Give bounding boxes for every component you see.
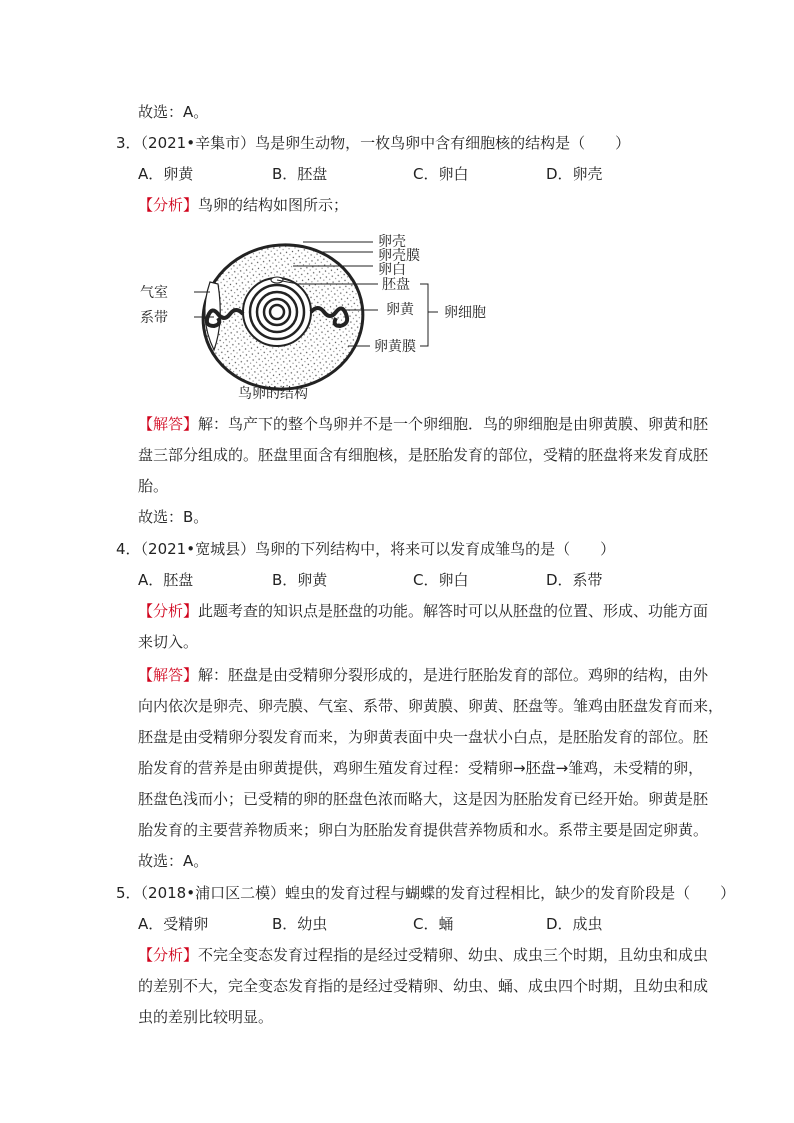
egg-structure-figure xyxy=(138,222,518,404)
solution-tag: 【解答】 xyxy=(138,415,199,433)
q3-option-c: C．卵白 xyxy=(413,165,469,183)
q4-option-a: A．胚盘 xyxy=(138,571,194,589)
q3-stem: 3．（2021•辛集市）鸟是卵生动物，一枚鸟卵中含有细胞核的结构是（ ） xyxy=(116,134,631,152)
q5-analysis-text-1: 不完全变态发育过程指的是经过受精卵、幼虫、成虫三个时期，且幼虫和成虫 xyxy=(198,946,709,964)
q4-solution-line-5: 胚盘色浅而小；已受精的卵的胚盘色浓而略大，这是因为胚胎发育已经开始。卵黄是胚 xyxy=(138,790,709,808)
q5-option-d: D．成虫 xyxy=(546,915,603,933)
label-air-cell: 气室 xyxy=(140,285,168,301)
q4-analysis-text-1: 此题考查的知识点是胚盘的功能。解答时可以从胚盘的位置、形成、功能方面 xyxy=(198,602,709,620)
label-shell: 卵壳 xyxy=(378,234,406,250)
label-yolk: 卵黄 xyxy=(386,302,414,318)
q4-solution-line-3: 胚盘是由受精卵分裂发育而来，为卵黄表面中央一盘状小白点，是胚胎发育的部位。胚 xyxy=(138,728,709,746)
q3-analysis xyxy=(138,194,348,216)
yolk xyxy=(243,278,311,346)
q4-solution-line-2: 向内依次是卵壳、卵壳膜、气室、系带、卵黄膜、卵黄、胚盘等。雏鸡由胚盘发育而来， xyxy=(138,697,724,715)
q5-option-b: B．幼虫 xyxy=(272,915,328,933)
q5-stem: 5．（2018•浦口区二模）蝗虫的发育过程与蝴蝶的发育过程相比，缺少的发育阶段是（ ） xyxy=(116,884,736,902)
q4-stem: 4．（2021•宽城县）鸟卵的下列结构中，将来可以发育成雏鸟的是（ ） xyxy=(116,540,616,558)
q4-solution-line-4: 胎发育的营养是由卵黄提供，鸡卵生殖发育过程：受精卵→胚盘→雏鸡，未受精的卵， xyxy=(138,759,704,777)
label-shell-membrane: 卵壳膜 xyxy=(378,248,420,264)
label-yolk-membrane: 卵黄膜 xyxy=(374,339,416,355)
label-albumen: 卵白 xyxy=(378,262,406,278)
q4-analysis-line-1 xyxy=(138,600,708,622)
q5-option-c: C．蛹 xyxy=(413,915,454,933)
q5-analysis-line-2: 的差别不大，完全变态发育指的是经过受精卵、幼虫、蛹、成虫四个时期，且幼虫和成 xyxy=(138,977,709,995)
q3-solution-line-1 xyxy=(138,413,708,435)
q3-solution-line-2: 盘三部分组成的。胚盘里面含有细胞核，是胚胎发育的部位，受精的胚盘将来发育成胚 xyxy=(138,446,709,464)
q3-option-b: B．胚盘 xyxy=(272,165,328,183)
label-blastodisc: 胚盘 xyxy=(382,277,410,293)
q4-solution-line-6: 胎发育的主要营养物质来；卵白为胚胎发育提供营养物质和水。系带主要是固定卵黄。 xyxy=(138,821,709,839)
q4-option-b: B．卵黄 xyxy=(272,571,328,589)
analysis-tag: 【分析】 xyxy=(138,946,199,964)
q3-analysis-text: 鸟卵的结构如图所示； xyxy=(198,196,349,214)
q3-option-d: D．卵壳 xyxy=(546,165,603,183)
solution-tag: 【解答】 xyxy=(138,666,199,684)
label-egg-cell: 卵细胞 xyxy=(444,305,486,321)
figure-caption: 鸟卵的结构 xyxy=(238,386,308,402)
analysis-tag: 【分析】 xyxy=(138,196,199,214)
q4-analysis-line-2: 来切入。 xyxy=(138,633,199,651)
q3-answer: 故选：B。 xyxy=(138,508,209,526)
q4-answer: 故选：A。 xyxy=(138,852,209,870)
q4-option-c: C．卵白 xyxy=(413,571,469,589)
label-chalaza: 系带 xyxy=(140,310,168,326)
q5-option-a: A．受精卵 xyxy=(138,915,209,933)
q5-analysis-line-1 xyxy=(138,944,708,966)
q5-analysis-line-3: 虫的差别比较明显。 xyxy=(138,1008,274,1026)
q3-option-a: A．卵黄 xyxy=(138,165,194,183)
q3-solution-text-1: 解：鸟产下的整个鸟卵并不是一个卵细胞．鸟的卵细胞是由卵黄膜、卵黄和胚 xyxy=(198,415,709,433)
q2-answer: 故选：A。 xyxy=(138,103,209,121)
q4-option-d: D．系带 xyxy=(546,571,603,589)
q4-solution-text-1: 解：胚盘是由受精卵分裂形成的，是进行胚胎发育的部位。鸡卵的结构，由外 xyxy=(198,666,709,684)
q3-solution-line-3: 胎。 xyxy=(138,477,169,495)
analysis-tag: 【分析】 xyxy=(138,602,199,620)
q4-solution-line-1 xyxy=(138,664,708,686)
